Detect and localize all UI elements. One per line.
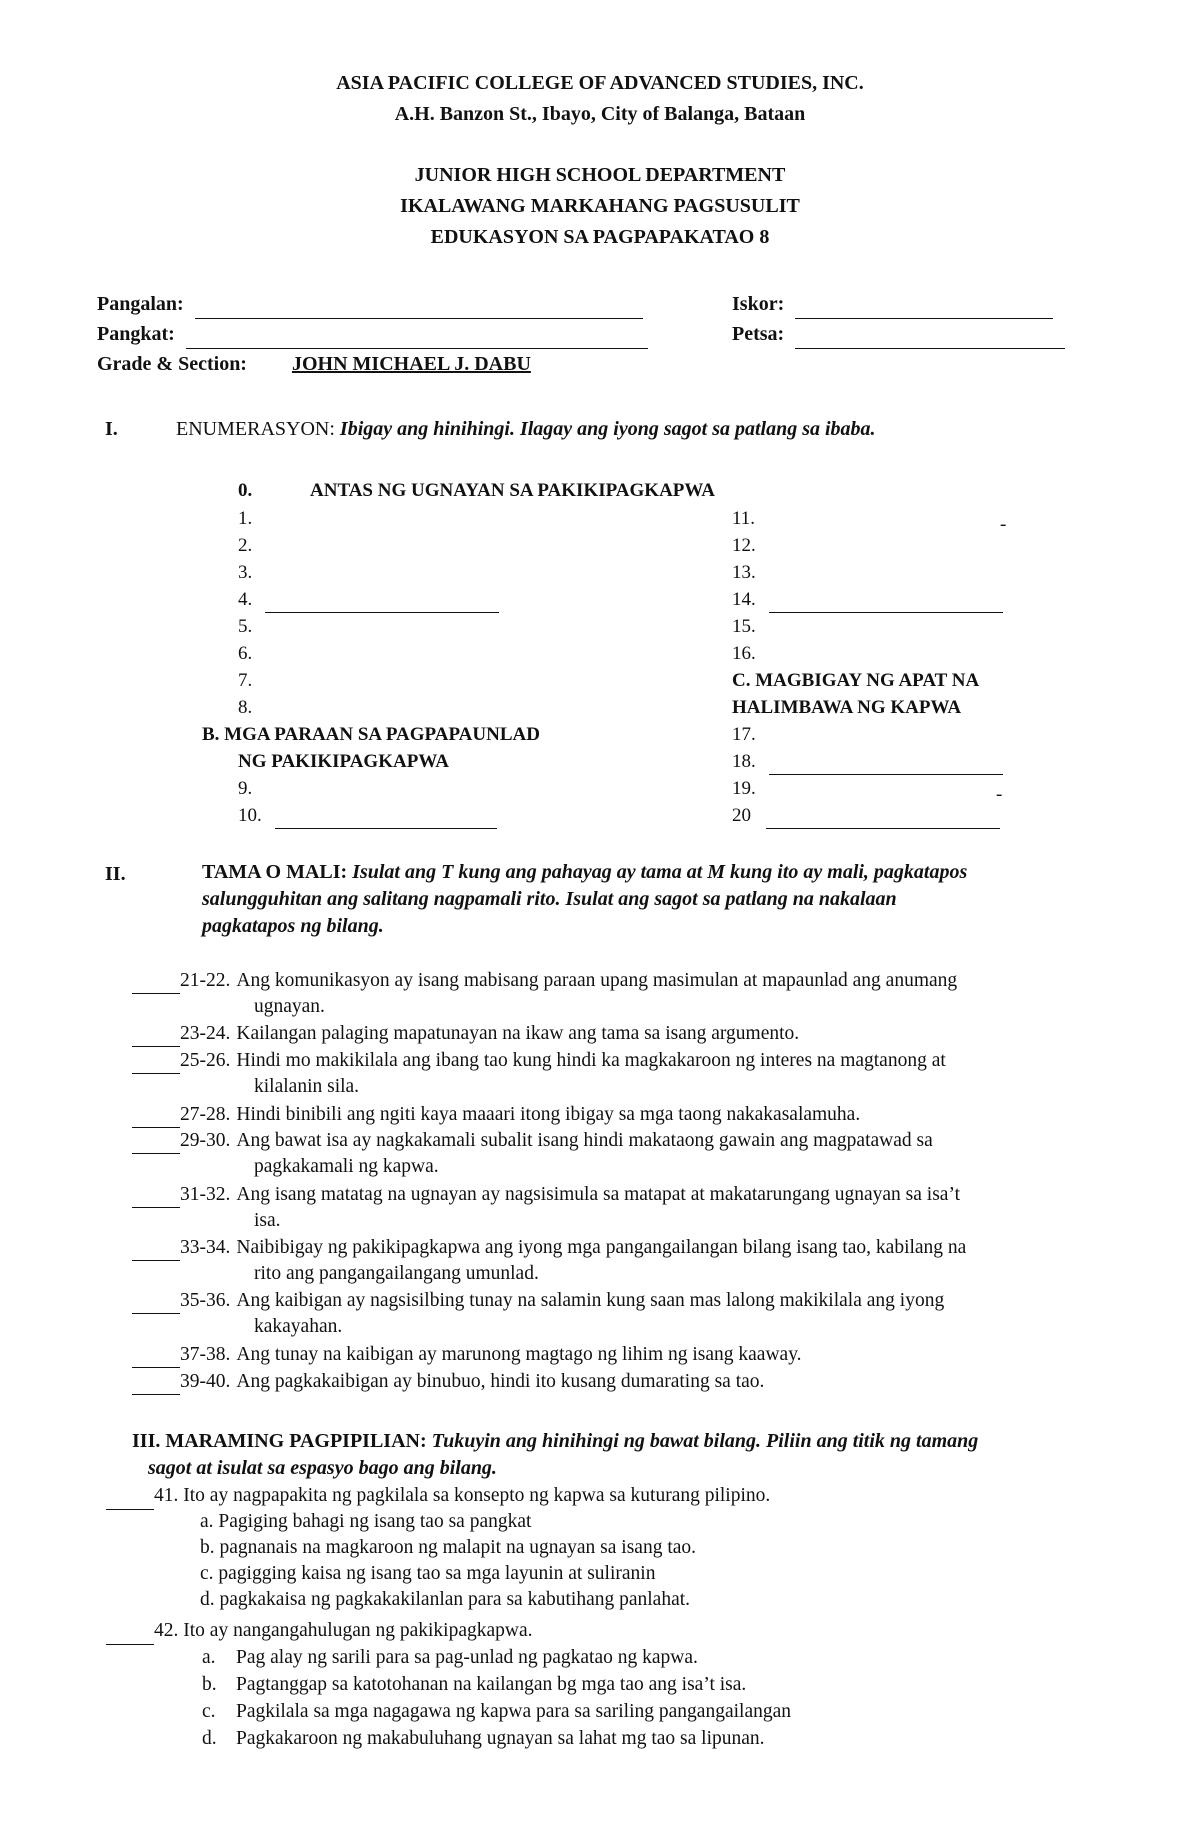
question-42: [106, 1618, 533, 1645]
part1-numeral: I.: [105, 418, 118, 440]
answer-blank[interactable]: [106, 1489, 154, 1510]
tf-item-text: Kailangan palaging mapatunayan na ikaw ang tama sa isang argumento.: [236, 1023, 800, 1045]
question-text: Ito ay nangangahulugan ng pakikipagkapwa.: [183, 1620, 533, 1641]
petsa-field: [732, 319, 1065, 349]
choice-text: Pagkakaroon ng makabuluhang ugnayan sa lahat mg tao sa lipunan.: [236, 1728, 765, 1749]
subject-title: EDUKASYON SA PAGPAPAKATAO 8: [430, 226, 770, 248]
exam-title: IKALAWANG MARKAHANG PAGSUSULIT: [400, 195, 800, 217]
tf-item-text: Ang tunay na kaibigan ay marunong magtago ng lihim ng isang kaaway.: [236, 1343, 802, 1365]
question-text: Ito ay nagpapakita ng pagkilala sa konsepto ng kapwa sa kuturang pilipino.: [183, 1485, 771, 1506]
stray-dash: -: [996, 784, 1003, 805]
grade-section-field: [97, 349, 567, 379]
tf-item-text: Ang isang matatag na ugnayan ay nagsisimula sa matapat at makatarungang ugnayan sa isa’t: [236, 1183, 960, 1205]
tf-item-number: 39-40.: [180, 1370, 231, 1392]
list-item-number: 18.: [732, 751, 756, 772]
choice-41-a[interactable]: a. Pagiging bahagi ng isang tao sa pangkat: [200, 1511, 532, 1532]
tf-item: [132, 1021, 1132, 1047]
choice-letter: d.: [202, 1728, 217, 1749]
list-item[interactable]: 8.: [238, 697, 253, 718]
answer-blank[interactable]: [132, 1347, 180, 1368]
grade-section-value[interactable]: JOHN MICHAEL J. DABU: [291, 353, 531, 375]
list-item[interactable]: 11.: [732, 508, 756, 529]
answer-blank[interactable]: [132, 1187, 180, 1208]
part3-heading: [132, 1428, 1142, 1482]
list-item[interactable]: 1.: [238, 508, 253, 529]
part2-heading: [202, 859, 1142, 940]
choice-text: Pagtanggap sa katotohanan na kailangan bg mga tao ang isa’t isa.: [236, 1674, 747, 1695]
choice-text: Pag alay ng sarili para sa pag-unlad ng pagkatao ng kapwa.: [236, 1647, 698, 1668]
petsa-label: Petsa:: [732, 323, 785, 345]
pangkat-field: [97, 319, 648, 349]
list-item[interactable]: [238, 802, 497, 829]
pangalan-label: Pangalan:: [97, 293, 184, 315]
part1-a-title: ANTAS NG UGNAYAN SA PAKIKIPAGKAPWA: [310, 480, 716, 501]
answer-blank[interactable]: [132, 1053, 180, 1074]
choice-41-b[interactable]: b. pagnanais na magkaroon ng malapit na ugnayan sa isang tao.: [200, 1537, 697, 1558]
choice-letter: a.: [202, 1647, 216, 1668]
list-item[interactable]: 17.: [732, 724, 756, 745]
answer-blank[interactable]: [275, 810, 497, 829]
question-41: [106, 1483, 770, 1510]
choice-41-c[interactable]: c. pagigging kaisa ng isang tao sa mga layunin at suliranin: [200, 1563, 656, 1584]
list-item[interactable]: 15.: [732, 616, 756, 637]
tf-item-number: 33-34.: [180, 1237, 231, 1258]
school-name: ASIA PACIFIC COLLEGE OF ADVANCED STUDIES, INC.: [336, 72, 864, 94]
tf-item-number: 29-30.: [180, 1130, 231, 1152]
tf-item: [132, 1182, 1132, 1234]
list-item[interactable]: 7.: [238, 670, 253, 691]
choice-42-c[interactable]: [202, 1699, 791, 1726]
answer-blank[interactable]: [132, 1374, 180, 1395]
choice-42-d[interactable]: [202, 1726, 765, 1753]
answer-blank[interactable]: [132, 1133, 180, 1154]
part3-instruction-1: Tukuyin ang hinihingi ng bawat bilang. Piliin ang titik ng tamang: [431, 1430, 979, 1452]
list-item[interactable]: [732, 802, 1000, 829]
list-item[interactable]: 3.: [238, 562, 253, 583]
part1-heading: [176, 414, 876, 444]
list-item-number: 10.: [238, 805, 262, 826]
tf-item: [132, 1102, 1132, 1128]
answer-blank[interactable]: [132, 1240, 180, 1261]
part1-c-title: C. MAGBIGAY NG APAT NA: [732, 670, 980, 691]
answer-blank[interactable]: [132, 1107, 180, 1128]
choice-letter: b.: [202, 1674, 217, 1695]
answer-blank[interactable]: [769, 594, 1003, 613]
answer-blank[interactable]: [132, 1293, 180, 1314]
tf-item-text-cont: isa.: [254, 1209, 281, 1231]
department-title: JUNIOR HIGH SCHOOL DEPARTMENT: [414, 164, 786, 186]
answer-blank[interactable]: [769, 756, 1003, 775]
petsa-blank[interactable]: [795, 326, 1065, 349]
iskor-blank[interactable]: [795, 296, 1053, 319]
part1-b-title: B. MGA PARAAN SA PAGPAPAUNLAD: [202, 724, 540, 745]
choice-41-d[interactable]: d. pagkakaisa ng pagkakakilanlan para sa kabutihang panlahat.: [200, 1589, 691, 1610]
answer-blank[interactable]: [106, 1624, 154, 1645]
answer-blank[interactable]: [265, 594, 499, 613]
stray-dash: -: [1000, 514, 1007, 535]
pangalan-blank[interactable]: [195, 296, 643, 319]
list-item-number: 20: [732, 805, 751, 826]
tf-item-text-cont: rito ang pangangailangang umunlad.: [254, 1263, 539, 1284]
part1-b-title-cont: NG PAKIKIPAGKAPWA: [238, 751, 449, 772]
tf-item-number: 31-32.: [180, 1183, 231, 1205]
list-item[interactable]: 9.: [238, 778, 253, 799]
tf-item-text-cont: kilalanin sila.: [254, 1076, 360, 1098]
school-address: A.H. Banzon St., Ibayo, City of Balanga, Bataan: [394, 103, 806, 125]
question-number: 42.: [154, 1620, 179, 1641]
choice-42-a[interactable]: [202, 1645, 698, 1672]
tf-item-number: 27-28.: [180, 1103, 231, 1125]
tf-item-text-cont: pagkakamali ng kapwa.: [254, 1156, 439, 1178]
tf-item: [132, 1369, 1132, 1395]
tf-item-text: Ang bawat isa ay nagkakamali subalit isang hindi makataong gawain ang magpatawad sa: [236, 1130, 933, 1152]
pangkat-label: Pangkat:: [97, 323, 175, 345]
list-item[interactable]: 6.: [238, 643, 253, 664]
list-item[interactable]: 2.: [238, 535, 253, 556]
list-item[interactable]: 19.: [732, 778, 756, 799]
part3-title: III. MARAMING PAGPIPILIAN:: [132, 1430, 427, 1452]
tf-item: [132, 1342, 1132, 1368]
list-item[interactable]: [732, 748, 1003, 775]
list-item[interactable]: 16.: [732, 643, 756, 664]
document-header: [0, 68, 1200, 253]
pangalan-field: [97, 289, 643, 319]
answer-blank[interactable]: [766, 810, 1000, 829]
part1-title: ENUMERASYON:: [176, 418, 335, 440]
tf-item: [132, 1288, 1132, 1340]
iskor-field: [732, 289, 1053, 319]
list-item[interactable]: 12.: [732, 535, 756, 556]
choice-42-b[interactable]: [202, 1672, 746, 1699]
answer-blank[interactable]: [132, 1026, 180, 1047]
tf-item-text: Ang komunikasyon ay isang mabisang paraan upang masimulan at mapaunlad ang anumang: [236, 970, 958, 991]
tf-item-text: Ang kaibigan ay nagsisilbing tunay na salamin kung saan mas lalong makikilala ang iyong: [236, 1290, 945, 1312]
part2-title: TAMA O MALI:: [202, 861, 348, 883]
tf-item-text: Naibibigay ng pakikipagkapwa ang iyong mga pangangailangan bilang isang tao, kabilang na: [236, 1237, 967, 1258]
tf-item-number: 25-26.: [180, 1050, 231, 1072]
choice-letter: c.: [202, 1701, 216, 1722]
tf-item: [132, 968, 1132, 1020]
part1-instruction: Ibigay ang hinihingi. Ilagay ang iyong sagot sa patlang sa ibaba.: [339, 418, 876, 440]
list-item[interactable]: 5.: [238, 616, 253, 637]
tf-item-number: 23-24.: [180, 1023, 231, 1045]
grade-section-label: Grade & Section:: [97, 353, 247, 375]
choice-text: Pagkilala sa mga nagagawa ng kapwa para sa sariling pangangailangan: [236, 1701, 791, 1722]
tf-item-number: 35-36.: [180, 1290, 231, 1312]
part2-numeral: II.: [105, 863, 126, 885]
tf-item-number: 37-38.: [180, 1343, 231, 1365]
tf-item: [132, 1048, 1132, 1100]
tf-item-text: Hindi binibili ang ngiti kaya maaari itong ibigay sa mga taong nakakasalamuha.: [236, 1103, 861, 1125]
list-item[interactable]: [238, 586, 499, 613]
tf-item-text-cont: ugnayan.: [254, 996, 325, 1017]
part2-instruction-2: salungguhitan ang salitang nagpamali rito. Isulat ang sagot sa patlang na nakalaan: [202, 888, 897, 910]
pangkat-blank[interactable]: [186, 326, 648, 349]
tf-item-text-cont: kakayahan.: [254, 1316, 343, 1338]
tf-item-text: Hindi mo makikilala ang ibang tao kung hindi ka magkakaroon ng interes na magtanong at: [236, 1050, 946, 1072]
answer-blank[interactable]: [132, 973, 180, 994]
tf-item-text: Ang pagkakaibigan ay binubuo, hindi ito kusang dumarating sa tao.: [236, 1370, 765, 1392]
list-item-number: 14.: [732, 589, 756, 610]
tf-item: [132, 1128, 1132, 1180]
tf-item: [132, 1235, 1132, 1287]
list-item-number: 4.: [238, 589, 253, 610]
question-number: 41.: [154, 1485, 179, 1506]
part1-a-number: 0.: [238, 480, 253, 501]
part3-instruction-2: sagot at isulat sa espasyo bago ang bilang.: [148, 1457, 497, 1479]
part2-instruction-3: pagkatapos ng bilang.: [202, 915, 384, 937]
list-item[interactable]: 13.: [732, 562, 756, 583]
part2-instruction-1: Isulat ang T kung ang pahayag ay tama at M kung ito ay mali, pagkatapos: [352, 861, 968, 883]
list-item[interactable]: [732, 586, 1003, 613]
part1-c-title-cont: HALIMBAWA NG KAPWA: [732, 697, 962, 718]
iskor-label: Iskor:: [732, 293, 785, 315]
tf-item-number: 21-22.: [180, 970, 231, 991]
